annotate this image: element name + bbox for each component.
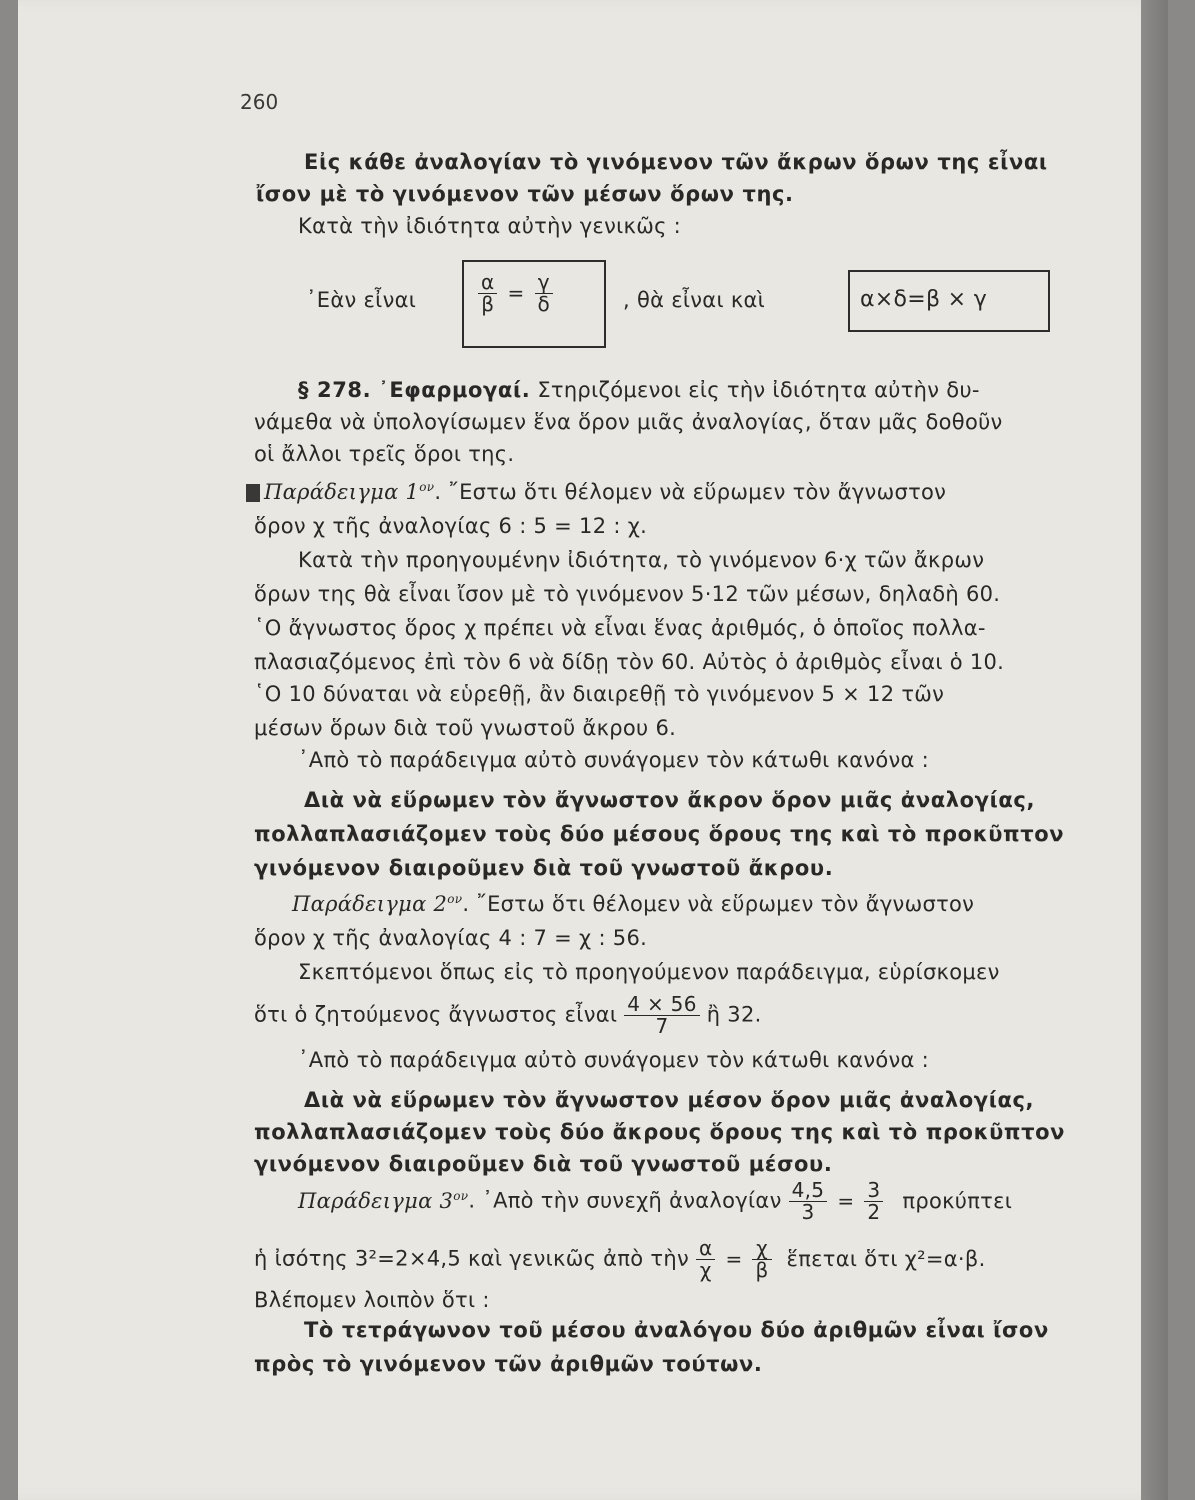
- example2-p2: ὅτι ὁ ζητούμενος ἄγνωστος εἶναι $\frac{4 \times 56}{7}$ ἢ 32.: [254, 992, 762, 1038]
- formula-if-text: ᾿Εὰν εἶναι: [306, 288, 417, 312]
- example1-p3: ῾Ο ἄγνωστος ὅρος χ πρέπει νὰ εἶναι ἕνας ἀριθμός, ὁ ὁποῖος πολλα-: [254, 616, 986, 640]
- example1-line1: Παράδειγμα $1^{o\nu}$. ῎Εστω ὅτι θέλομεν νὰ εὕρωμεν τὸν ἄγνωστον: [246, 480, 946, 504]
- example2-p1: Σκεπτόμενοι ὅπως εἰς τὸ προηγούμενον παράδειγμα, εὑρίσκομεν: [298, 960, 1000, 984]
- fraction-gamma-delta: $\frac{\gamma}{\delta}$: [535, 272, 554, 315]
- section-number: § 278.: [298, 378, 372, 402]
- rule4-line2: πρὸς τὸ γινόμενον τῶν ἀριθμῶν τούτων.: [254, 1352, 763, 1376]
- book-page: [18, 0, 1168, 1500]
- rule3-line3: γινόμενον διαιροῦμεν διὰ τοῦ γνωστοῦ μέσου.: [254, 1152, 833, 1176]
- example3-line1: Παράδειγμα $3^{o\nu}$. ᾿Απὸ τὴν συνεχῆ ἀναλογίαν $\frac{4,5}{3}$ = $\frac{3}{2}$ προκύπτει: [298, 1178, 1013, 1224]
- rule2-line3: γινόμενον διαιροῦμεν διὰ τοῦ γνωστοῦ ἄκρου.: [254, 856, 834, 880]
- fraction-alpha-beta: $\frac{\alpha}{\beta}$: [478, 272, 497, 315]
- example1-p4: πλασιαζόμενος ἐπὶ τὸν 6 νὰ δίδῃ τὸν 60. Αὐτὸς ὁ ἀριθμὸς εἶναι ὁ 10.: [254, 650, 1005, 674]
- section-title: ᾿Εφαρμογαί.: [378, 378, 531, 402]
- rule3-line2: πολλαπλασιάζομεν τοὺς δύο ἄκρους ὅρους της καὶ τὸ προκῦπτον: [254, 1120, 1066, 1144]
- general-intro: Κατὰ τὴν ἰδιότητα αὐτὴν γενικῶς :: [298, 214, 682, 238]
- fraction-4.5-over-3: $\frac{4,5}{3}$: [789, 1180, 828, 1223]
- page-number: 260: [240, 90, 279, 114]
- rule4-line1: Τὸ τετράγωνον τοῦ μέσου ἀναλόγου δύο ἀριθμῶν εἶναι ἴσον: [304, 1318, 1049, 1342]
- margin-mark-icon: [246, 484, 260, 502]
- rule2-line2: πολλαπλασιάζομεν τοὺς δύο μέσους ὅρους της καὶ τὸ προκῦπτον: [254, 822, 1065, 846]
- rule1-line2: ἴσον μὲ τὸ γινόμενον τῶν μέσων ὅρων της.: [256, 182, 794, 206]
- rule3-line1: Διὰ νὰ εὕρωμεν τὸν ἄγνωστον μέσον ὅρον μιᾶς ἀναλογίας,: [304, 1088, 1035, 1112]
- example2-line1: Παράδειγμα $2^{o\nu}$. ῎Εστω ὅτι θέλομεν νὰ εὕρωμεν τὸν ἄγνωστον: [292, 892, 975, 916]
- section-278-line1: § 278. ᾿Εφαρμογαί. Στηριζόμενοι εἰς τὴν ἰδιότητα αὐτὴν δυ-: [298, 378, 980, 402]
- fraction-3-over-2: $\frac{3}{2}$: [864, 1180, 883, 1223]
- formula-proportion: $\frac{\alpha}{\beta}$ = $\frac{\gamma}{\delta}$: [478, 272, 553, 315]
- example1-p5: ῾Ο 10 δύναται νὰ εὑρεθῇ, ἂν διαιρεθῇ τὸ γινόμενον 5 × 12 τῶν: [254, 682, 945, 706]
- example1-label: Παράδειγμα $1^{o\nu}$: [264, 480, 435, 504]
- example1-p1: Κατὰ τὴν προηγουμένην ἰδιότητα, τὸ γινόμενον 6·χ τῶν ἄκρων: [298, 548, 985, 572]
- example1-p6: μέσων ὅρων διὰ τοῦ γνωστοῦ ἄκρου 6.: [254, 716, 677, 740]
- fraction-alpha-over-chi: $\frac{\alpha}{\chi}$: [696, 1238, 715, 1281]
- fraction-4x56-over-7: $\frac{4 \times 56}{7}$: [624, 994, 699, 1037]
- example3-label: Παράδειγμα $3^{o\nu}$: [298, 1188, 469, 1213]
- section-278-line2: νάμεθα νὰ ὑπολογίσωμεν ἕνα ὅρον μιᾶς ἀναλογίας, ὅταν μᾶς δοθοῦν: [254, 410, 1003, 434]
- section-278-line3: οἱ ἄλλοι τρεῖς ὅροι της.: [254, 442, 515, 466]
- formula-result: α×δ=β × γ: [860, 287, 988, 312]
- formula-then-text: , θὰ εἶναι καὶ: [623, 288, 766, 312]
- example3-line3: Βλέπομεν λοιπὸν ὅτι :: [254, 1288, 490, 1312]
- rule1-line1: Εἰς κάθε ἀναλογίαν τὸ γινόμενον τῶν ἄκρων ὅρων της εἶναι: [304, 150, 1048, 174]
- example1-line2: ὅρον χ τῆς ἀναλογίας 6 : 5 = 12 : χ.: [254, 514, 648, 538]
- rule2-line1: Διὰ νὰ εὕρωμεν τὸν ἄγνωστον ἄκρον ὅρον μιᾶς ἀναλογίας,: [304, 788, 1036, 812]
- example1-p7: ᾿Απὸ τὸ παράδειγμα αὐτὸ συνάγομεν τὸν κάτωθι κανόνα :: [298, 748, 930, 772]
- example3-line2: ἡ ἰσότης 3²=2×4,5 καὶ γενικῶς ἀπὸ τὴν $\frac{\alpha}{\chi}$ = $\frac{\chi}{\beta}$ ἕπεται ὅτι χ²=α·β.: [254, 1236, 986, 1282]
- example2-p3: ᾿Απὸ τὸ παράδειγμα αὐτὸ συνάγομεν τὸν κάτωθι κανόνα :: [298, 1048, 930, 1072]
- fraction-chi-over-beta: $\frac{\chi}{\beta}$: [752, 1238, 771, 1281]
- page-gutter-shadow: [1141, 0, 1168, 1500]
- example2-line2: ὅρον χ τῆς ἀναλογίας 4 : 7 = χ : 56.: [254, 926, 648, 950]
- example1-p2: ὅρων της θὰ εἶναι ἴσον μὲ τὸ γινόμενον 5·12 τῶν μέσων, δηλαδὴ 60.: [254, 582, 1001, 606]
- example2-label: Παράδειγμα $2^{o\nu}$: [292, 892, 463, 916]
